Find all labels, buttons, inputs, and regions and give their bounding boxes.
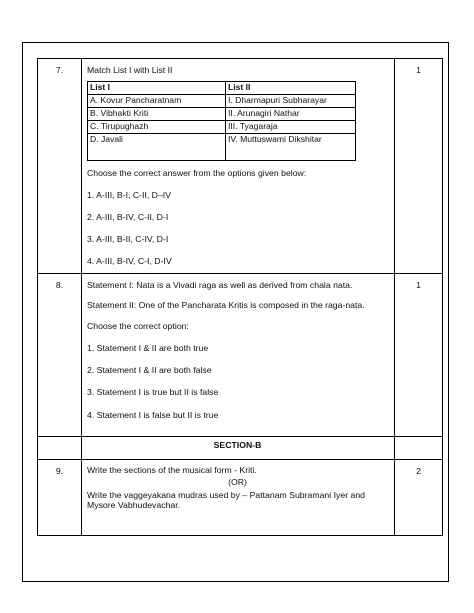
question-prompt: Write the sections of the musical form - Kriti.	[87, 465, 257, 475]
question-content	[82, 460, 395, 536]
list-2-item: IV. Muttuswami Dikshitar	[226, 134, 356, 161]
question-number: 9.	[55, 466, 64, 476]
match-list-row	[88, 134, 356, 161]
answer-option: 4. A-III, B-IV, C-I, D-IV	[87, 256, 172, 267]
answer-option: 2. A-III, B-IV, C-II, D-I	[87, 211, 169, 222]
answer-option: 3. Statement I is true but II is false	[87, 387, 219, 398]
match-list-row	[88, 95, 356, 108]
question-number: 7.	[55, 65, 64, 75]
statement-2: Statement II: One of the Pancharata Kritis is composed in the raga-nata.	[87, 300, 365, 311]
question-content	[82, 59, 395, 274]
question-prompt: Match List I with List II	[87, 65, 173, 75]
list-2-header: List II	[226, 82, 356, 95]
list-1-item: A. Kovur Pancharatnam	[88, 95, 226, 108]
list-2-item: II. Arunagiri Nathar	[226, 108, 356, 121]
answer-option: 3. A-III, B-II, C-IV, D-I	[87, 234, 169, 245]
question-content	[82, 274, 395, 437]
list-1-item: B. Vibhakti Kriti	[88, 108, 226, 121]
answer-option: 2. Statement I & II are both false	[87, 365, 212, 376]
statement-1: Statement I: Nata is a Vivadi raga as well as derived from chala nata.	[87, 280, 353, 290]
question-prompt-alternative: Write the vaggeyakana mudras used by – Pattanam Subramani Iyer and Mysore Vabhudevachar.	[87, 489, 365, 510]
match-list-table	[87, 81, 356, 161]
section-heading-row	[38, 437, 443, 460]
or-separator: (OR)	[228, 477, 247, 488]
question-marks: 2	[416, 466, 421, 476]
answer-option: 1. Statement I & II are both true	[87, 342, 209, 353]
question-marks: 1	[416, 280, 421, 290]
question-instruction: Choose the correct answer from the options given below:	[87, 168, 307, 179]
question-number: 8.	[55, 280, 64, 290]
question-row-9	[38, 460, 443, 536]
list-2-item: III. Tyagaraja	[226, 121, 356, 134]
answer-option: 1. A-III, B-I, C-II, D–IV	[87, 189, 171, 200]
match-list-header	[88, 82, 356, 95]
match-list-row	[88, 121, 356, 134]
question-marks: 1	[416, 65, 421, 75]
section-title: SECTION-B	[213, 440, 262, 450]
match-list-row	[88, 108, 356, 121]
list-1-item: D. Javali	[88, 134, 226, 161]
question-instruction: Choose the correct option:	[87, 320, 189, 331]
question-row-7	[38, 59, 443, 274]
list-2-item: I. Dharmapuri Subharayar	[226, 95, 356, 108]
answer-option: 4. Statement I is false but II is true	[87, 409, 219, 420]
question-row-8	[38, 274, 443, 437]
list-1-header: List I	[88, 82, 226, 95]
question-table	[37, 58, 443, 536]
list-1-item: C. Tirupughazh	[88, 121, 226, 134]
